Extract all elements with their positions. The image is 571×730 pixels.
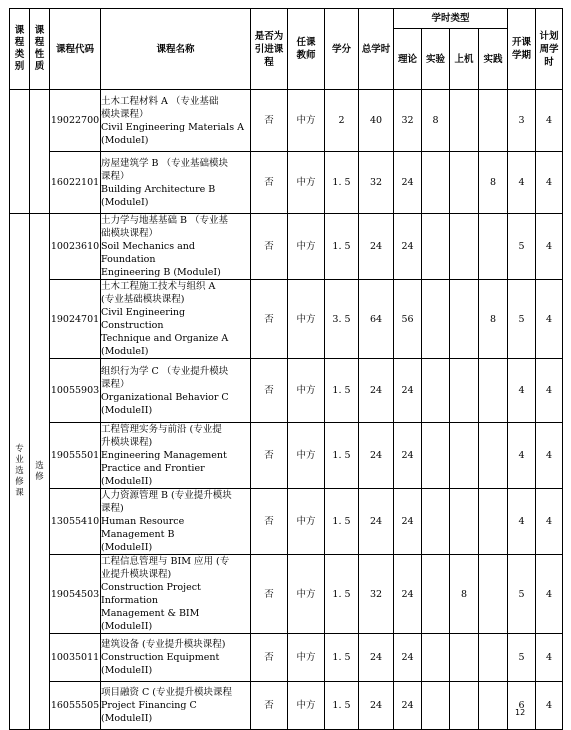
course-name-line: Construction Equipment bbox=[101, 652, 220, 663]
theory-cell: 24 bbox=[394, 359, 422, 423]
course-name-line: Construction Project Information bbox=[101, 582, 201, 606]
course-name bbox=[101, 423, 251, 489]
guided-cell: 否 bbox=[251, 214, 288, 280]
table-row bbox=[10, 90, 563, 152]
credit-cell: 3. 5 bbox=[325, 280, 359, 359]
semester-cell: 4 bbox=[508, 152, 536, 214]
course-name bbox=[101, 280, 251, 359]
computer-cell: 8 bbox=[450, 555, 479, 634]
computer-cell bbox=[450, 423, 479, 489]
practice-cell bbox=[479, 214, 508, 280]
course-name bbox=[101, 214, 251, 280]
header-computer: 上机 bbox=[450, 29, 479, 90]
computer-cell bbox=[450, 682, 479, 730]
table-row bbox=[10, 555, 563, 634]
header-practice: 实践 bbox=[479, 29, 508, 90]
course-name-line: 业提升模块课程) bbox=[101, 569, 172, 580]
semester-cell: 6 bbox=[508, 682, 536, 730]
weekly-cell: 4 bbox=[536, 152, 563, 214]
course-code: 13055410 bbox=[50, 489, 101, 555]
practice-cell bbox=[479, 423, 508, 489]
teacher-cell: 中方 bbox=[288, 152, 325, 214]
course-name-line: (专业基础模块课程) bbox=[101, 294, 185, 305]
weekly-cell: 4 bbox=[536, 280, 563, 359]
theory-cell: 24 bbox=[394, 634, 422, 682]
theory-cell: 24 bbox=[394, 682, 422, 730]
computer-cell bbox=[450, 634, 479, 682]
course-name-line: 工程信息管理与 BIM 应用 (专 bbox=[101, 556, 230, 567]
guided-cell: 否 bbox=[251, 359, 288, 423]
header-hour-type: 学时类型 bbox=[394, 9, 508, 29]
computer-cell bbox=[450, 489, 479, 555]
weekly-cell: 4 bbox=[536, 489, 563, 555]
course-name-line: 升模块课程) bbox=[101, 437, 153, 448]
course-code: 19024701 bbox=[50, 280, 101, 359]
total-hours-cell: 24 bbox=[359, 423, 394, 489]
semester-cell: 4 bbox=[508, 423, 536, 489]
course-name-line: Management & BIM (ModuleII) bbox=[101, 608, 200, 632]
semester-cell: 4 bbox=[508, 359, 536, 423]
practice-cell bbox=[479, 682, 508, 730]
course-name bbox=[101, 682, 251, 730]
credit-cell: 2 bbox=[325, 90, 359, 152]
theory-cell: 56 bbox=[394, 280, 422, 359]
practice-cell bbox=[479, 359, 508, 423]
weekly-cell: 4 bbox=[536, 214, 563, 280]
theory-cell: 24 bbox=[394, 489, 422, 555]
table-row bbox=[10, 423, 563, 489]
table-row bbox=[10, 359, 563, 423]
credit-cell: 1. 5 bbox=[325, 634, 359, 682]
credit-cell: 1. 5 bbox=[325, 555, 359, 634]
semester-cell: 5 bbox=[508, 555, 536, 634]
experiment-cell bbox=[422, 214, 450, 280]
teacher-cell: 中方 bbox=[288, 489, 325, 555]
computer-cell bbox=[450, 359, 479, 423]
course-code: 19054503 bbox=[50, 555, 101, 634]
header-semester: 开课学期 bbox=[508, 9, 536, 90]
credit-cell: 1. 5 bbox=[325, 152, 359, 214]
guided-cell: 否 bbox=[251, 423, 288, 489]
course-name bbox=[101, 152, 251, 214]
header-nature: 课程性质 bbox=[30, 9, 50, 90]
course-code: 19022700 bbox=[50, 90, 101, 152]
header-category: 课程类别 bbox=[10, 9, 30, 90]
experiment-cell bbox=[422, 280, 450, 359]
practice-cell bbox=[479, 90, 508, 152]
course-name-line: (ModuleI) bbox=[101, 134, 149, 146]
total-hours-cell: 24 bbox=[359, 634, 394, 682]
computer-cell bbox=[450, 280, 479, 359]
theory-cell: 24 bbox=[394, 152, 422, 214]
course-name-line: Organizational Behavior C bbox=[101, 391, 229, 403]
total-hours-cell: 24 bbox=[359, 489, 394, 555]
course-name-line: (ModuleII) bbox=[101, 542, 153, 553]
course-code: 16055505 bbox=[50, 682, 101, 730]
course-name bbox=[101, 489, 251, 555]
experiment-cell: 8 bbox=[422, 90, 450, 152]
course-name-line: (ModuleI) bbox=[101, 346, 149, 357]
credit-cell: 1. 5 bbox=[325, 682, 359, 730]
computer-cell bbox=[450, 152, 479, 214]
course-name-line: Technique and Organize A bbox=[101, 333, 229, 344]
semester-cell: 5 bbox=[508, 634, 536, 682]
weekly-cell: 4 bbox=[536, 555, 563, 634]
guided-cell: 否 bbox=[251, 280, 288, 359]
course-name-line: 课程) bbox=[101, 503, 124, 514]
table-row bbox=[10, 280, 563, 359]
course-name-line: 房屋建筑学 B （专业基础模块 bbox=[101, 157, 229, 169]
practice-cell bbox=[479, 489, 508, 555]
header-teacher: 任课教师 bbox=[288, 9, 325, 90]
weekly-cell: 4 bbox=[536, 682, 563, 730]
computer-cell bbox=[450, 90, 479, 152]
course-table bbox=[9, 8, 563, 730]
course-code: 16022101 bbox=[50, 152, 101, 214]
theory-cell: 24 bbox=[394, 214, 422, 280]
total-hours-cell: 32 bbox=[359, 152, 394, 214]
table-row bbox=[10, 214, 563, 280]
experiment-cell bbox=[422, 682, 450, 730]
teacher-cell: 中方 bbox=[288, 280, 325, 359]
course-code: 10023610 bbox=[50, 214, 101, 280]
course-name-line: 土力学与地基基础 B （专业基 bbox=[101, 215, 229, 226]
guided-cell: 否 bbox=[251, 682, 288, 730]
theory-cell: 24 bbox=[394, 423, 422, 489]
total-hours-cell: 32 bbox=[359, 555, 394, 634]
course-name-line: Human Resource Management B bbox=[101, 516, 185, 540]
credit-cell: 1. 5 bbox=[325, 423, 359, 489]
guided-cell: 否 bbox=[251, 489, 288, 555]
weekly-cell: 4 bbox=[536, 359, 563, 423]
course-name-line: 土木工程施工技术与组织 A bbox=[101, 281, 216, 292]
guided-cell: 否 bbox=[251, 634, 288, 682]
experiment-cell bbox=[422, 152, 450, 214]
course-name-line: (ModuleII) bbox=[101, 404, 153, 416]
course-name bbox=[101, 634, 251, 682]
course-name-line: Practice and Frontier (ModuleII) bbox=[101, 463, 205, 487]
table-row bbox=[10, 152, 563, 214]
practice-cell: 8 bbox=[479, 152, 508, 214]
guided-cell: 否 bbox=[251, 90, 288, 152]
category-cell: 专业选修课 bbox=[10, 214, 30, 730]
course-name-line: Engineering Management bbox=[101, 450, 227, 461]
practice-cell bbox=[479, 555, 508, 634]
teacher-cell: 中方 bbox=[288, 423, 325, 489]
table-row bbox=[10, 682, 563, 730]
total-hours-cell: 40 bbox=[359, 90, 394, 152]
course-name-line: 土木工程材料 A （专业基础 bbox=[101, 95, 219, 107]
experiment-cell bbox=[422, 489, 450, 555]
weekly-cell: 4 bbox=[536, 90, 563, 152]
teacher-cell: 中方 bbox=[288, 634, 325, 682]
course-name-line: 项目融资 C (专业提升模块课程 bbox=[101, 687, 233, 698]
header-weekly: 计划周学时 bbox=[536, 9, 563, 90]
table-row bbox=[10, 634, 563, 682]
course-name-line: Soil Mechanics and Foundation bbox=[101, 241, 196, 265]
total-hours-cell: 24 bbox=[359, 682, 394, 730]
course-name-line: Civil Engineering Construction bbox=[101, 307, 186, 331]
nature-cell-core bbox=[30, 90, 50, 214]
course-name-line: 建筑设备 (专业提升模块课程) bbox=[101, 639, 226, 650]
header-total-hours: 总学时 bbox=[359, 9, 394, 90]
computer-cell bbox=[450, 214, 479, 280]
category-cell-core bbox=[10, 90, 30, 214]
experiment-cell bbox=[422, 359, 450, 423]
course-code: 10035011 bbox=[50, 634, 101, 682]
course-code: 19055501 bbox=[50, 423, 101, 489]
weekly-cell: 4 bbox=[536, 423, 563, 489]
course-name-line: 工程管理实务与前沿 (专业提 bbox=[101, 424, 222, 435]
nature-cell: 选修 bbox=[30, 214, 50, 730]
course-name-line: Project Financing C (ModuleII) bbox=[101, 700, 197, 724]
course-name-line: 课程） bbox=[101, 378, 130, 390]
semester-cell: 5 bbox=[508, 280, 536, 359]
course-name-line: 人力资源管理 B (专业提升模块 bbox=[101, 490, 232, 501]
course-name-line: Engineering B (ModuleI) bbox=[101, 267, 221, 278]
teacher-cell: 中方 bbox=[288, 359, 325, 423]
theory-cell: 24 bbox=[394, 555, 422, 634]
practice-cell: 8 bbox=[479, 280, 508, 359]
page-number: 12 bbox=[515, 708, 526, 717]
practice-cell bbox=[479, 634, 508, 682]
semester-cell: 4 bbox=[508, 489, 536, 555]
course-name-line: (ModuleII) bbox=[101, 665, 153, 676]
semester-cell: 5 bbox=[508, 214, 536, 280]
course-name bbox=[101, 555, 251, 634]
header-code: 课程代码 bbox=[50, 9, 101, 90]
course-name-line: (ModuleI) bbox=[101, 196, 149, 208]
course-name-line: 课程） bbox=[101, 170, 130, 182]
total-hours-cell: 24 bbox=[359, 359, 394, 423]
total-hours-cell: 24 bbox=[359, 214, 394, 280]
guided-cell: 否 bbox=[251, 555, 288, 634]
course-name-line: Civil Engineering Materials A bbox=[101, 121, 244, 133]
table-row bbox=[10, 489, 563, 555]
total-hours-cell: 64 bbox=[359, 280, 394, 359]
course-name-line: 础模块课程） bbox=[101, 228, 159, 239]
credit-cell: 1. 5 bbox=[325, 214, 359, 280]
header-experiment: 实验 bbox=[422, 29, 450, 90]
header-name: 课程名称 bbox=[101, 9, 251, 90]
course-code: 10055903 bbox=[50, 359, 101, 423]
experiment-cell bbox=[422, 634, 450, 682]
course-name-line: Building Architecture B bbox=[101, 183, 216, 195]
course-name-line: 模块课程） bbox=[101, 108, 149, 120]
header-credit: 学分 bbox=[325, 9, 359, 90]
teacher-cell: 中方 bbox=[288, 214, 325, 280]
credit-cell: 1. 5 bbox=[325, 359, 359, 423]
theory-cell: 32 bbox=[394, 90, 422, 152]
guided-cell: 否 bbox=[251, 152, 288, 214]
teacher-cell: 中方 bbox=[288, 555, 325, 634]
experiment-cell bbox=[422, 423, 450, 489]
weekly-cell: 4 bbox=[536, 634, 563, 682]
header-guided: 是否为引进课程 bbox=[251, 9, 288, 90]
teacher-cell: 中方 bbox=[288, 682, 325, 730]
header-theory: 理论 bbox=[394, 29, 422, 90]
experiment-cell bbox=[422, 555, 450, 634]
course-name bbox=[101, 90, 251, 152]
semester-cell: 3 bbox=[508, 90, 536, 152]
teacher-cell: 中方 bbox=[288, 90, 325, 152]
course-name bbox=[101, 359, 251, 423]
credit-cell: 1. 5 bbox=[325, 489, 359, 555]
course-name-line: 组织行为学 C （专业提升模块 bbox=[101, 365, 229, 377]
